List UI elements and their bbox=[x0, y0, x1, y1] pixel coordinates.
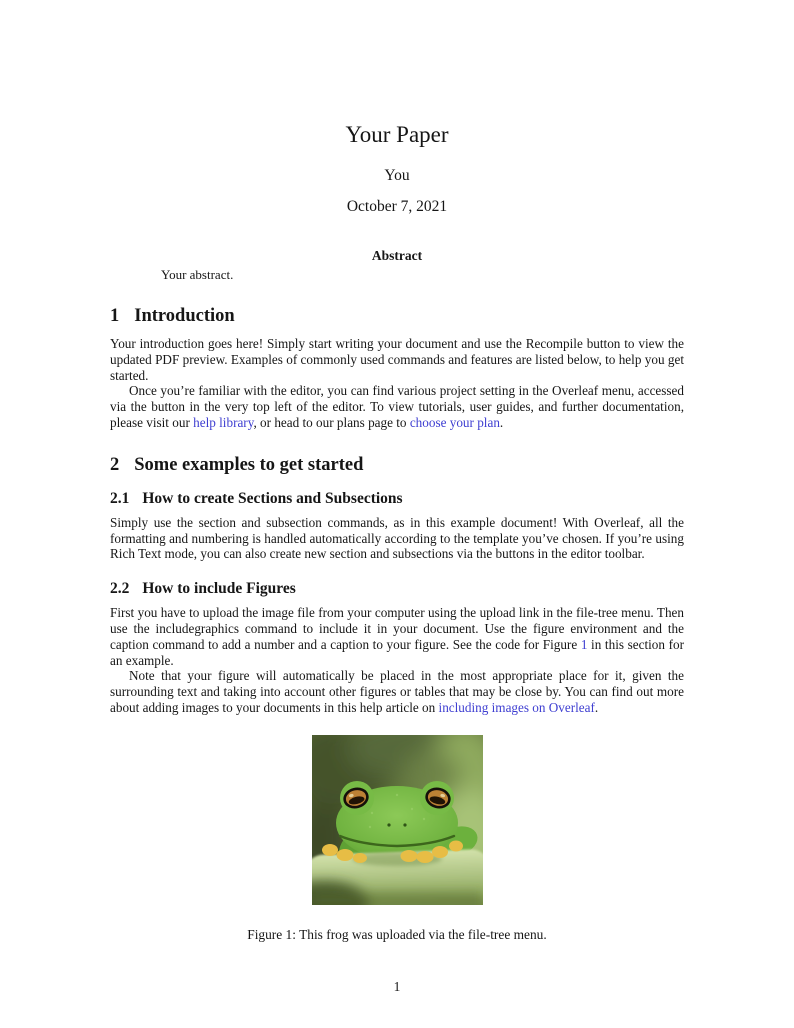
section-number: 2 bbox=[110, 454, 120, 475]
section-title: Introduction bbox=[134, 306, 235, 326]
hyperlink[interactable]: 1 bbox=[580, 636, 588, 652]
paragraph bbox=[110, 336, 684, 383]
abstract-text: Your abstract. bbox=[161, 267, 234, 282]
abstract-heading: Abstract bbox=[371, 248, 423, 263]
paper-date: October 7, 2021 bbox=[346, 198, 448, 215]
subsection-heading-sections bbox=[110, 489, 684, 508]
text-run: First you have to upload the image file from your computer using the upload link in the file-tree menu. Then use the includegraphics command to include it in your document. Use the figure environment and the caption command to add a number and a caption to your figure. See the code for Figure bbox=[110, 605, 684, 652]
subsection-heading-figures bbox=[110, 579, 684, 598]
figure-caption: Figure 1: This frog was uploaded via the file-tree menu. bbox=[247, 926, 547, 942]
page-number: 1 bbox=[393, 979, 401, 994]
text-run: Simply use the section and subsection commands, as in this example document! With Overleaf, all the formatting and numbering is handled automatically according to the template you’ve chosen. If you’re using Rich Text mode, you can also create new section and subsections via the buttons in the editor toolbar. bbox=[110, 514, 684, 562]
text-run: , or head to our plans page to bbox=[253, 414, 410, 430]
paragraph bbox=[110, 605, 684, 668]
hyperlink[interactable]: help library bbox=[193, 414, 254, 430]
section-heading-examples bbox=[110, 454, 684, 477]
section-title: Some examples to get started bbox=[134, 454, 364, 475]
subsection-number: 2.1 bbox=[110, 489, 130, 507]
text-run: Your introduction goes here! Simply start writing your document and use the Recompile button to view the updated PDF preview. Examples of commonly used commands and features are listed below, to help you get started. bbox=[110, 336, 684, 383]
text-run: Once you’re familiar with the editor, you can find various project setting in the Overleaf menu, accessed via the button in the very top left of the editor. To view tutorials, user guides, and further documentation, please visit our bbox=[110, 383, 684, 430]
section-number: 1 bbox=[110, 306, 120, 326]
section-heading-introduction bbox=[110, 305, 684, 328]
frog-photo bbox=[312, 735, 483, 905]
text-run: . bbox=[594, 699, 599, 715]
subsection-number: 2.2 bbox=[110, 580, 130, 598]
text-run: Note that your figure will automatically be placed in the most appropriate place for it, given the surrounding text and taking into account other figures or tables that may be close by. You can find out more about adding images to your documents in this help article on bbox=[110, 668, 684, 715]
paragraph bbox=[110, 515, 684, 562]
hyperlink[interactable]: choose your plan bbox=[409, 414, 500, 430]
figure-1 bbox=[110, 735, 684, 905]
subsection-title: How to include Figures bbox=[142, 580, 296, 598]
paragraph bbox=[110, 668, 684, 715]
paragraph bbox=[110, 383, 684, 430]
paper-title: Your Paper bbox=[345, 122, 449, 147]
paper-author: You bbox=[384, 167, 410, 184]
hyperlink[interactable]: including images on Overleaf bbox=[438, 699, 595, 715]
text-run: . bbox=[499, 414, 504, 430]
text-run: in this section for an example. bbox=[110, 636, 684, 668]
subsection-title: How to create Sections and Subsections bbox=[142, 489, 403, 507]
